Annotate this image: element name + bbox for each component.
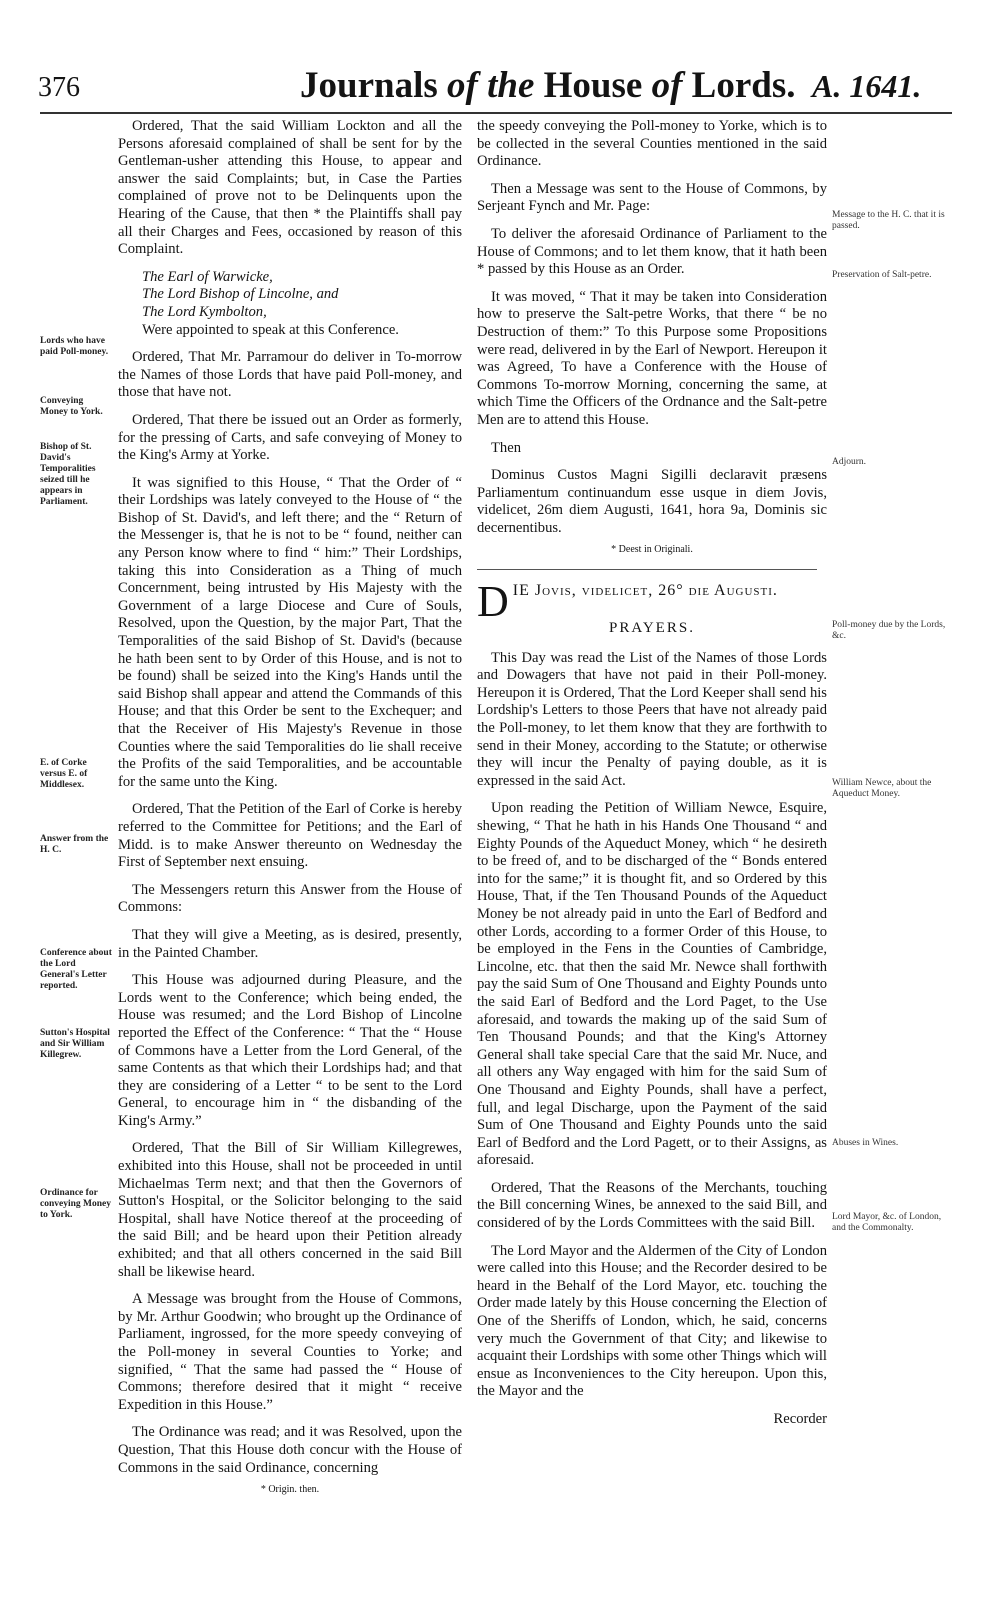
paragraph: The Ordinance was read; and it was Resolved, upon the Question, That this House doth concur with the House of Commons in the said Ordinance, concerning bbox=[118, 1424, 462, 1476]
margin-note: Conveying Money to York. bbox=[40, 396, 103, 417]
right-column bbox=[477, 118, 827, 1429]
margin-note: Message to the H. C. that it is passed. bbox=[832, 210, 945, 231]
catchword: Recorder bbox=[773, 1411, 827, 1427]
margin-note: Abuses in Wines. bbox=[832, 1138, 899, 1148]
paragraph: Dominus Custos Magni Sigilli declaravit præsens Parliamentum continuandum esse usque in diem Jovis, videlicet, 26m diem Augusti, 1641, hora 9a, Dominis sic decernentibus. bbox=[477, 467, 827, 536]
journal-title: Journals of the House of Lords. bbox=[300, 65, 796, 106]
name-line: Were appointed to speak at this Conference. bbox=[142, 321, 399, 338]
margin-note: Conference about the Lord General's Letter reported. bbox=[40, 948, 112, 991]
margin-note: Bishop of St. David's Temporalities seized till he appears in Parliament. bbox=[40, 442, 96, 507]
paragraph: Ordered, That the said William Lockton and all the Persons aforesaid complained of shall be sent for by the Gentleman-usher attending this House, to appear and answer the said Complaints; but, in Case the Parties complained of prove not to be Delinquents upon the Hearing of the Cause, that then * the Plaintiffs shall pay all their Charges and Fees, occasioned by reason of this Complaint. bbox=[118, 118, 462, 258]
name-line: The Lord Bishop of Lincolne, and bbox=[142, 286, 339, 303]
paragraph: the speedy conveying the Poll-money to Yorke, which is to be collected in the several Counties mentioned in the said Ordinance. bbox=[477, 118, 827, 170]
paragraph: It was signified to this House, “ That the Order of “ their Lordships was lately conveyed to the House of “ the Bishop of St. David's, and left there; and the “ Return of the Messenger is, that he is not to be “ found, neither can any Person know where to find “ him:” Their Lordships, taking this into Consideration as a Thing of much Concernment, being intrusted by His Majesty with the Government of a large Diocese and Cure of Souls, Resolved, upon the Question, by the major Part, That the Temporalities of the said Bishop of St. David's (because he hath been sent to by Order of this House, and is not to be found) shall be seized into the King's Hands until the said Bishop shall appear and attend the Commands of this House; and that this Order be sent to the Exchequer; and that the Receiver of His Majesty's Revenue in those Counties where the said Temporalities do lie shall receive the Profits of the said Temporalities, and be accountable for the same unto the King. bbox=[118, 474, 462, 790]
margin-note: William Newce, about the Aqueduct Money. bbox=[832, 778, 932, 799]
margin-note: Lords who have paid Poll-money. bbox=[40, 336, 109, 357]
margin-note: E. of Corke versus E. of Middlesex. bbox=[40, 758, 88, 790]
margin-note: Poll-money due by the Lords, &c. bbox=[832, 620, 946, 641]
footnote: * Origin. then. bbox=[260, 1484, 320, 1496]
margin-note: Ordinance for conveying Money to York. bbox=[40, 1188, 111, 1220]
margin-note: Answer from the H. C. bbox=[40, 834, 109, 855]
paragraph: Ordered, That the Petition of the Earl of Corke is hereby referred to the Committee for Petitions; and the Earl of Midd. is to make Answer thereunto on Wednesday the First of September next ensuing. bbox=[118, 801, 462, 871]
paragraph: To deliver the aforesaid Ordinance of Parliament to the House of Commons; and to let them know, that it hath been * passed by this House as an Order. bbox=[477, 225, 827, 278]
page-year: A. 1641. bbox=[812, 68, 922, 104]
paragraph: A Message was brought from the House of Commons, by Mr. Arthur Goodwin; who brought up the Ordinance of Parliament, ingrossed, for the more speedy conveying of the Poll-money in several Counties to Yorke; and signified, “ That the same had passed the “ House of Commons; therefore desired that it might “ receive Expedition in this House.” bbox=[118, 1291, 462, 1413]
paragraph: It was moved, “ That it may be taken into Consideration how to preserve the Salt-petre Works, that there “ be no Destruction of them:” To this Purpose some Propositions were read, delivered in by the Earl of Newport. Hereupon it was Agreed, To have a Conference with the House of Commons To-morrow Morning, concerning the same, at which Time the Officers of the Ordnance and the Salt-petre Men are to attend this House. bbox=[477, 288, 827, 428]
margin-note: Lord Mayor, &c. of London, and the Commonalty. bbox=[832, 1212, 942, 1233]
paragraph: That they will give a Meeting, as is desired, presently, in the Painted Chamber. bbox=[118, 926, 462, 961]
margin-note: Sutton's Hospital and Sir William Killegrew. bbox=[40, 1028, 110, 1060]
page-header bbox=[0, 0, 992, 112]
section-divider bbox=[477, 569, 817, 570]
drop-cap: D bbox=[477, 577, 509, 627]
paragraph: Ordered, That the Reasons of the Merchants, touching the Bill concerning Wines, be annexed to the said Bill, and considered of by the Lords Committees with the said Bill. bbox=[477, 1179, 827, 1232]
paragraph: This Day was read the List of the Names of those Lords and Dowagers that have not paid in their Poll-money. Hereupon it is Ordered, That the Lord Keeper shall send his Lordship's Letters to those Peers that have not already paid the Poll-money, to let them know that they are forthwith to send in their Money, according to the Statute; or otherwise they will incur the Penalty of paying double, as it is expressed in the said Act. bbox=[477, 649, 827, 789]
name-line: The Earl of Warwicke, bbox=[142, 268, 273, 285]
margin-note: Adjourn. bbox=[832, 457, 867, 467]
margin-note: Preservation of Salt-petre. bbox=[832, 270, 932, 280]
paragraph: This House was adjourned during Pleasure, and the Lords went to the Conference; which being ended, the House was resumed; and the Lord Bishop of Lincolne reported the Effect of the Conference: “ That the “ House of Commons have a Letter from the Lord General, of the same Contents as that which their Lordships had; and that they are considering of a Letter “ to be sent to the Lord General, to encourage him in “ the disbanding of the King's Army.” bbox=[118, 972, 462, 1129]
prayers-heading: PRAYERS. bbox=[609, 620, 695, 637]
header-rule bbox=[40, 112, 952, 114]
paragraph: The Lord Mayor and the Aldermen of the City of London were called into this House; and the Recorder desired to be heard in the Behalf of the Lord Mayor, etc. touching the Order made lately by this House concerning the Election of One of the Sheriffs of London, which, he said, concerns very much the Government of that City; and likewise to acquaint their Lordships with some other Things which will ensue as Inconveniences to the City hereupon. Upon this, the Mayor and the bbox=[477, 1242, 827, 1400]
paragraph: Upon reading the Petition of William Newce, Esquire, shewing, “ That he hath in his Hands One Thousand “ and Eighty Pounds of the Aqueduct Money, which “ he desireth to be freed of, and to be discharged of the “ Bonds entered into for the same;” it is thought fit, and so Ordered by this House, That, if the Ten Thousand Pounds of the Aqueduct Money be not already paid in unto the Earl of Bedford and other Lords, according to a former Order of this House, to be employed in the Fens in the Counties of Cambridge, Lincolne, etc. that then the said Mr. Newce shall forthwith pay the said Sum of One Thousand and Eighty Pounds unto the said Earl of Bedford and the Lord Paget, to the Use aforesaid, and towards the making up of the said Sum of Ten Thousand Pounds; and that the King's Attorney General shall take special Care that the said Mr. Nuce, and all others any Way engaged with him for the said Sum of One Thousand and Eighty Pounds, shall have a perfect, full, and legal Discharge, upon the Payment of the said Sum of One Thousand and Eighty Pounds unto the said Earl of Bedford and the Lord Pagett, or to their Assigns, as aforesaid. bbox=[477, 800, 827, 1169]
paragraph: The Messengers return this Answer from the House of Commons: bbox=[118, 881, 462, 916]
footnote: * Deest in Originali. bbox=[611, 544, 693, 556]
day-heading: DIE Jovis, videlicet, 26° die Augusti. bbox=[477, 577, 778, 627]
paragraph: Then a Message was sent to the House of Commons, by Serjeant Fynch and Mr. Page: bbox=[477, 180, 827, 215]
left-column bbox=[118, 118, 462, 1507]
paragraph: Ordered, That the Bill of Sir William Killegrewes, exhibited into this House, shall not be proceeded in until Michaelmas Term next; and that then the Governors of Sutton's Hospital, or the Solicitor belonging to the said Hospital, shall have Notice thereof at the proceeding of the said Bill; and be heard upon their Petition already exhibited; and that all others concerned in the said Bill shall be likewise heard. bbox=[118, 1140, 462, 1280]
paragraph: Ordered, That there be issued out an Order as formerly, for the pressing of Carts, and safe conveying of Money to the King's Army at Yorke. bbox=[118, 411, 462, 464]
conference-names bbox=[142, 269, 462, 339]
paragraph: Then bbox=[491, 439, 521, 456]
paragraph: Ordered, That Mr. Parramour do deliver in To-morrow the Names of those Lords that have paid Poll-money, and those that have not. bbox=[118, 349, 462, 401]
name-line: The Lord Kymbolton, bbox=[142, 303, 267, 320]
page-number: 376 bbox=[38, 72, 80, 103]
